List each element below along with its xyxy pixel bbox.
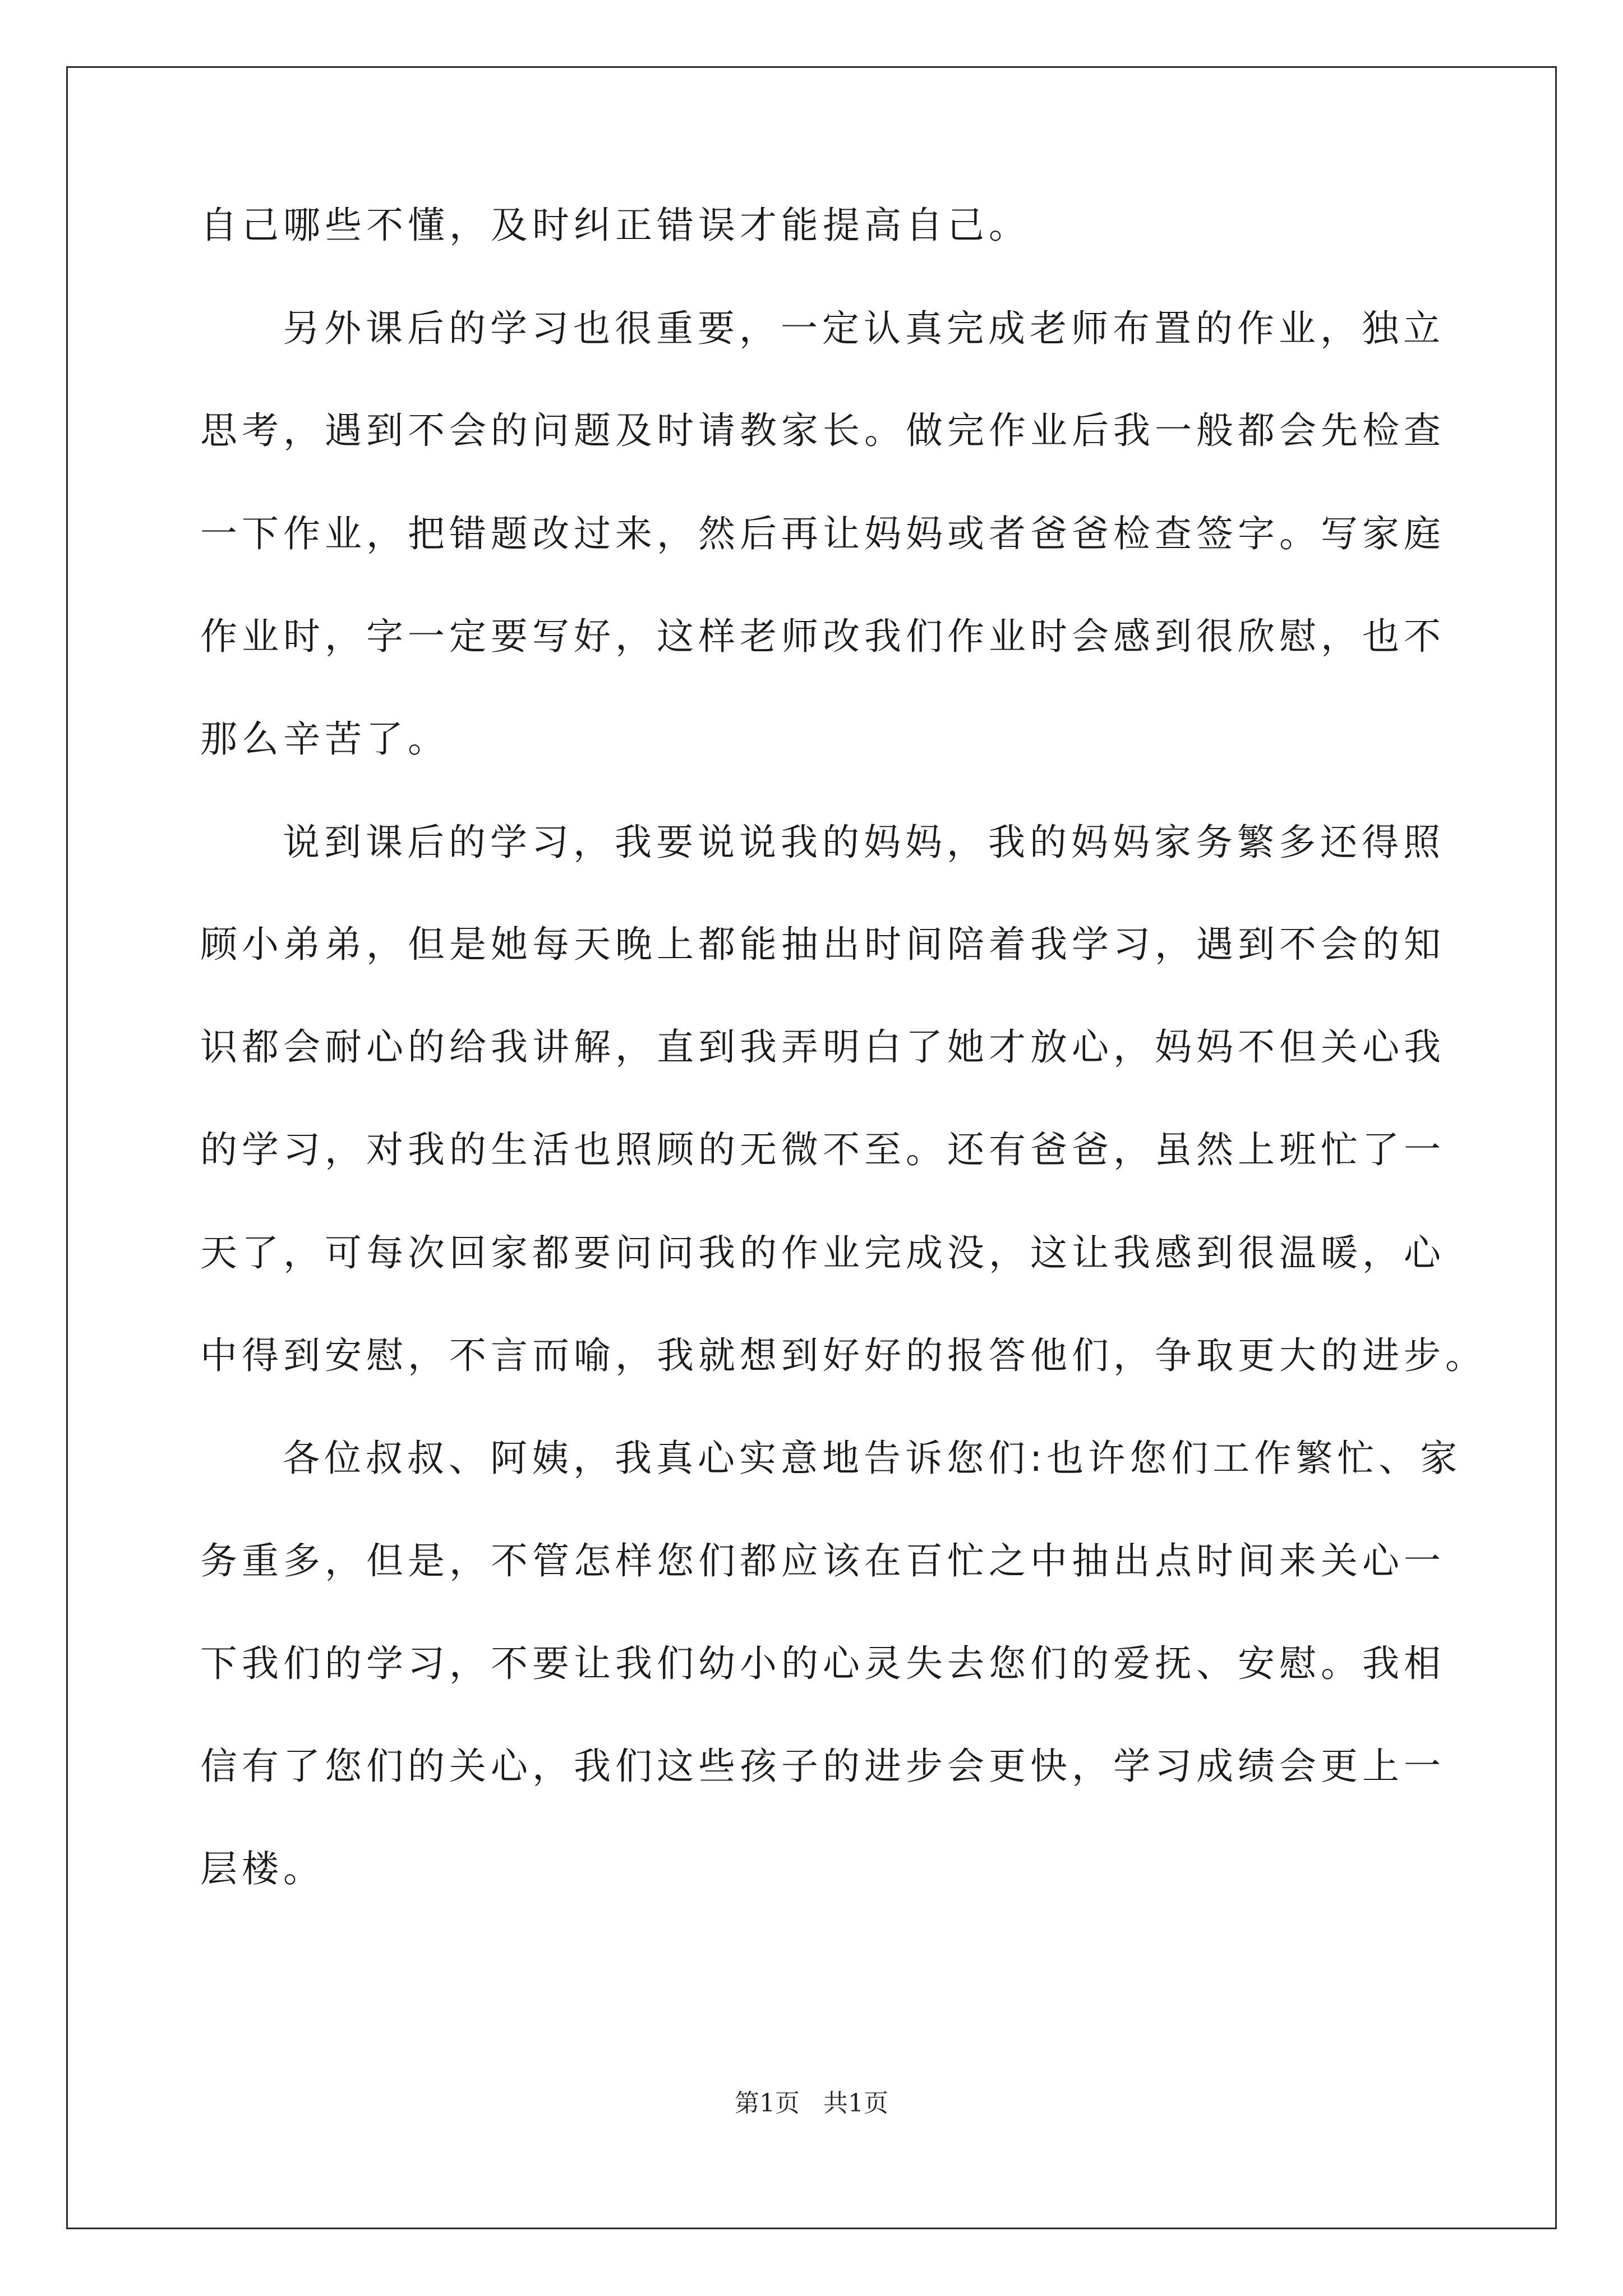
page-total: 共1页	[823, 2089, 888, 2118]
text-line: 思考，遇到不会的问题及时请教家长。做完作业后我一般都会先检查	[200, 409, 1445, 452]
text-line: 自己哪些不懂，及时纠正错误才能提高自己。	[200, 204, 1030, 247]
text-line: 识都会耐心的给我讲解，直到我弄明白了她才放心，妈妈不但关心我	[200, 1025, 1445, 1069]
text-line: 那么辛苦了。	[200, 717, 449, 761]
text-line: 中得到安慰，不言而喻，我就想到好好的报答他们，争取更大的进步。	[200, 1334, 1487, 1377]
text-line: 顾小弟弟，但是她每天晚上都能抽出时间陪着我学习，遇到不会的知	[200, 923, 1445, 966]
text-line: 作业时，字一定要写好，这样老师改我们作业时会感到很欣慰，也不	[200, 615, 1445, 658]
page-footer	[0, 2087, 1623, 2120]
text-line: 务重多，但是，不管怎样您们都应该在百忙之中抽出点时间来关心一	[200, 1539, 1445, 1582]
text-line: 层楼。	[200, 1847, 325, 1890]
text-line: 下我们的学习，不要让我们幼小的心灵失去您们的爱抚、安慰。我相	[200, 1642, 1445, 1685]
text-line: 天了，可每次回家都要问问我的作业完成没，这让我感到很温暖，心	[200, 1231, 1445, 1274]
text-line: 的学习，对我的生活也照顾的无微不至。还有爸爸，虽然上班忙了一	[200, 1128, 1445, 1171]
text-line: 信有了您们的关心，我们这些孩子的进步会更快，学习成绩会更上一	[200, 1745, 1445, 1788]
paragraph-start-line: 另外课后的学习也很重要，一定认真完成老师布置的作业，独立	[283, 307, 1445, 350]
paragraph-start-line: 各位叔叔、阿姨，我真心实意地告诉您们:也许您们工作繁忙、家	[283, 1437, 1462, 1480]
paragraph-start-line: 说到课后的学习，我要说说我的妈妈，我的妈妈家务繁多还得照	[283, 821, 1445, 864]
page-number: 第1页	[735, 2089, 800, 2118]
text-line: 一下作业，把错题改过来，然后再让妈妈或者爸爸检查签字。写家庭	[200, 512, 1445, 555]
